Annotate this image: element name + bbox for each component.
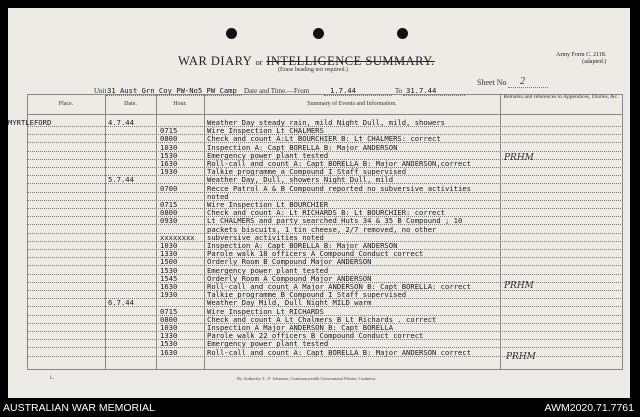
header-summary: Summary of Events and Information.	[307, 101, 397, 107]
hour-cell: xxxxxxxx	[160, 232, 195, 242]
hour-cell: 1030	[160, 241, 178, 250]
sheet-number: 2	[520, 76, 525, 87]
summary-cell: Lt CHALMERS and party searched Huts 34 & 35 B Compound ; 10	[207, 216, 463, 226]
summary-cell: Roll-call and count A: Capt BORELLA B: Major ANDERSON,correct	[207, 159, 471, 168]
page-mark: L.	[50, 376, 55, 381]
summary-cell: subversive activities noted	[207, 232, 324, 242]
hour-cell: 1330	[160, 249, 178, 259]
hour-cell: 1530	[160, 339, 178, 349]
col-rule	[156, 94, 157, 369]
unit-value: 31 Aust Grn Coy PW-No5 PW Camp	[107, 86, 237, 95]
summary-cell: Parole walk 18 officers A Compound Conduct correct	[207, 249, 424, 259]
printer-footer: By Authority: L. F. Johnston, Commonwealth Government Printer, Canberra.	[237, 376, 377, 381]
hour-cell: 1330	[160, 331, 178, 341]
summary-cell: Weather Day steady rain, mild Night Dull, mild, showers	[207, 118, 445, 127]
date-cell: 4.7.44	[108, 118, 134, 127]
place-cell: MYRTLEFORD	[8, 118, 52, 127]
summary-cell: packets biscuits, 1 tin cheese, 2/7 removed, no other	[207, 224, 437, 234]
col-rule	[204, 94, 205, 369]
hour-cell: 0700	[160, 183, 178, 193]
header-hour: Hour.	[173, 101, 187, 107]
header-remarks: Remarks and references to Appendices, Diaries, &c.	[503, 94, 619, 100]
summary-cell: Weather Day, Dull, showers Night Dull, mild	[207, 175, 394, 185]
summary-cell: Recce Patrol A & B Compound reported no subversive activities	[207, 183, 471, 193]
summary-cell: Roll-call and count A Major ANDERSON B: Capt BORELLA: correct	[207, 282, 471, 291]
hour-cell: 1630	[160, 282, 178, 291]
summary-cell: Roll-call and count A: Capt BORELLA B: Major ANDERSON correct	[207, 347, 471, 357]
hour-cell: 0715	[160, 126, 178, 136]
hour-cell: 1530	[160, 150, 178, 160]
col-rule	[622, 94, 623, 369]
from-date: 1.7.44	[330, 86, 356, 95]
summary-cell: Wire Inspection Lt RICHARDS	[207, 306, 324, 316]
summary-cell: Orderly Room B Compound Major ANDERSON	[207, 257, 372, 267]
summary-cell: Emergency power plant tested	[207, 150, 329, 160]
diary-sheet	[8, 8, 630, 398]
row-rule	[27, 126, 623, 127]
table-bottom-rule	[27, 369, 623, 370]
archive-id: AWM2020.71.7761	[544, 402, 634, 414]
punch-hole	[226, 28, 237, 39]
header-rule	[27, 114, 623, 115]
archive-name: AUSTRALIAN WAR MEMORIAL	[3, 402, 155, 414]
summary-cell: Inspection A: Capt BORELLA B: Major ANDERSON	[207, 241, 398, 250]
summary-cell: Wire Inspection Lt BOURCHIER	[207, 200, 329, 209]
header-place: Place.	[58, 101, 74, 107]
from-underline	[324, 95, 392, 96]
summary-cell: noted	[207, 191, 229, 201]
form-title: WAR DIARY or INTELLIGENCE SUMMARY.	[178, 54, 435, 68]
summary-cell: Emergency power plant tested	[207, 265, 329, 275]
punch-hole	[397, 28, 408, 39]
unit-label: Unit	[94, 87, 107, 95]
summary-cell: Check and count A: Lt RICHARDS B: Lt BOURCHIER: correct	[207, 208, 445, 218]
hour-cell: 1630	[160, 347, 178, 357]
summary-cell: Orderly Room A Compound Major ANDERSON	[207, 273, 372, 283]
col-rule	[105, 94, 106, 369]
archive-caption-bar	[0, 398, 640, 417]
initials-signature: PRHM	[504, 153, 534, 163]
to-date: 31.7.44	[406, 86, 437, 95]
summary-cell: Emergency power plant tested	[207, 339, 329, 349]
unit-underline	[106, 95, 242, 96]
hour-cell: 0800	[160, 208, 178, 218]
summary-cell: Talkie programme B Compound I Staff supervised	[207, 290, 407, 300]
hour-cell: 1630	[160, 159, 178, 168]
hour-cell: 1930	[160, 290, 178, 300]
punch-hole	[313, 28, 324, 39]
hour-cell: 0715	[160, 200, 178, 209]
date-cell: 6.7.44	[108, 298, 134, 308]
summary-cell: Parole walk 22 officers B Compound Conduct correct	[207, 331, 424, 341]
date-cell: 5.7.44	[108, 175, 134, 185]
summary-cell: Inspection A Major ANDERSON B: Capt BORELLA	[207, 323, 394, 332]
sheet-label: Sheet No	[477, 78, 507, 87]
hour-cell: 1545	[160, 273, 178, 283]
summary-cell: Talkie programme a Compound I Staff supervised	[207, 167, 407, 177]
row-rule	[27, 306, 623, 307]
hour-cell: 0800	[160, 314, 178, 324]
summary-cell: Weather Day Mild, Dull Night MILD warm	[207, 298, 372, 308]
hour-cell: 1930	[160, 167, 178, 177]
row-rule	[27, 192, 623, 193]
initials-signature: PRHM	[506, 352, 536, 362]
summary-cell: Inspection A: Capt BORELLA B: Major ANDERSON	[207, 142, 398, 152]
hour-cell: 0930	[160, 216, 178, 226]
sheet-underline	[508, 87, 548, 88]
hour-cell: 1500	[160, 257, 178, 267]
form-subtitle: (Erase heading not required.)	[278, 67, 348, 73]
summary-cell: Wire Inspection Lt CHALMERS	[207, 126, 324, 136]
summary-cell: Check and count A:Lt BOURCHIER B: Lt CHALMERS: correct	[207, 134, 441, 144]
row-rule	[27, 233, 623, 234]
hour-cell: 1530	[160, 265, 178, 275]
to-label: To	[395, 87, 403, 95]
header-date: Date.	[124, 101, 137, 107]
struck-heading: INTELLIGENCE SUMMARY.	[266, 54, 435, 68]
hour-cell: 0800	[160, 134, 178, 144]
col-rule	[27, 94, 28, 369]
hour-cell: 1030	[160, 323, 178, 332]
summary-cell: Check and count A Lt Chalmers B Lt Richards . correct	[207, 314, 437, 324]
to-underline	[403, 95, 465, 96]
initials-signature: PRHM	[504, 281, 534, 291]
hour-cell: 0715	[160, 306, 178, 316]
col-rule	[500, 94, 501, 369]
hour-cell: 1030	[160, 142, 178, 152]
form-number: Army Form C. 2118. (adapted.)	[556, 52, 607, 65]
date-time-label: Date and Time.—From	[244, 87, 310, 95]
